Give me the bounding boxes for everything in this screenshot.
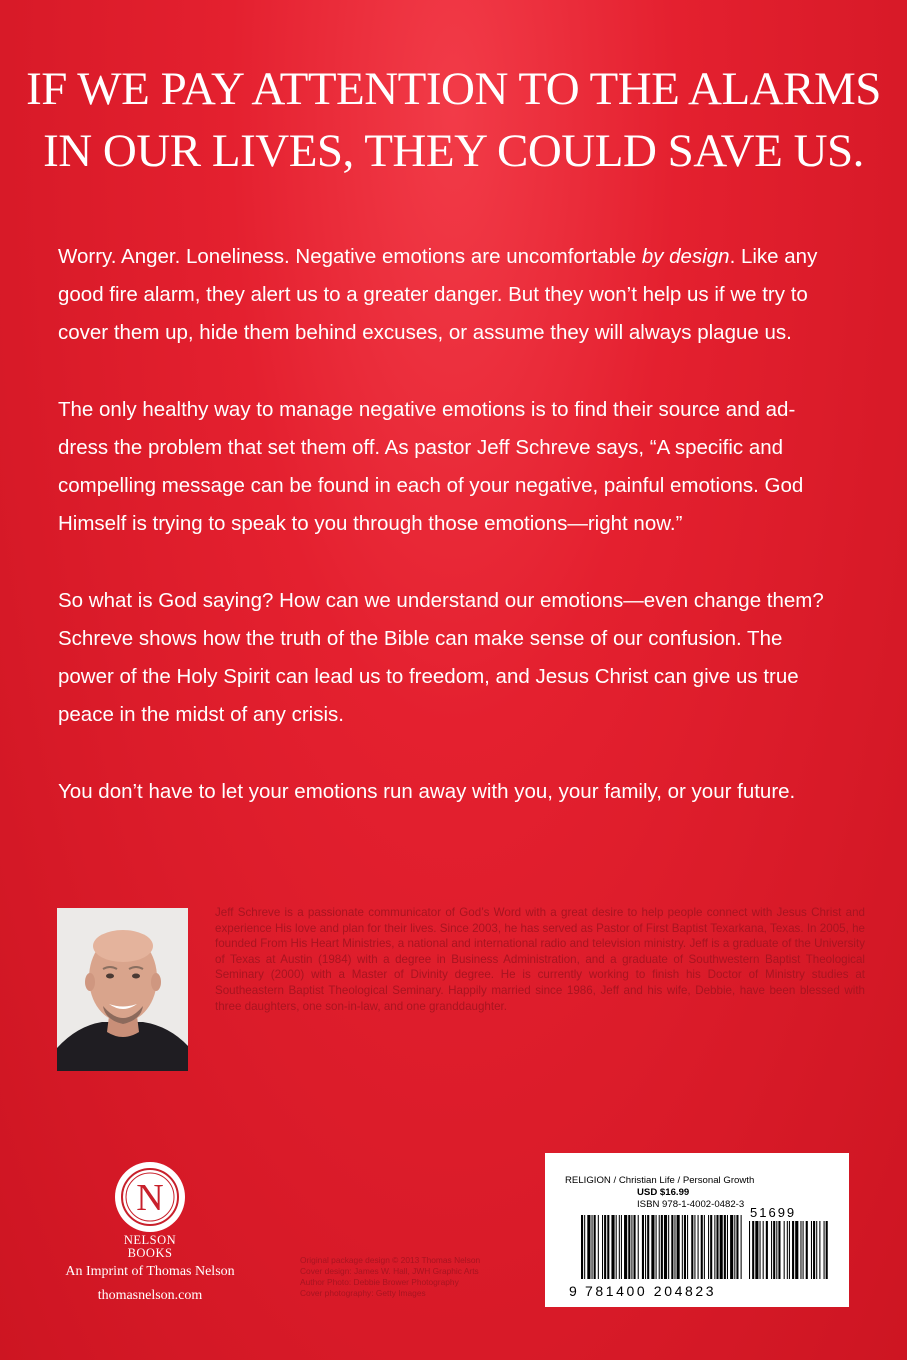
barcode-digits: 781400 204823 bbox=[585, 1283, 717, 1299]
paragraph-2 bbox=[58, 391, 858, 543]
headline bbox=[0, 58, 907, 182]
p2-line-3: compelling message can be found in each of your negative, painful emotions. God bbox=[58, 474, 804, 497]
logo-text-line-2: BOOKS bbox=[127, 1246, 173, 1260]
p3-line-2: Schreve shows how the truth of the Bible can make sense of our confusion. The bbox=[58, 627, 783, 650]
bisac-category: RELIGION / Christian Life / Personal Growth bbox=[565, 1175, 755, 1186]
paragraph-3 bbox=[58, 582, 858, 734]
publisher-website: thomasnelson.com bbox=[97, 1288, 203, 1303]
paragraph-4 bbox=[58, 773, 858, 811]
p4-line-1: You don’t have to let your emotions run away with you, your family, or your future. bbox=[58, 780, 796, 803]
barcode-guard-digit: 9 bbox=[569, 1283, 577, 1299]
p2-line-2: dress the problem that set them off. As pastor Jeff Schreve says, “A specific and bbox=[58, 436, 784, 459]
credit-line-2: Cover design: James W. Hall, JWH Graphic Arts bbox=[300, 1266, 479, 1276]
credits bbox=[300, 1255, 520, 1299]
p3-line-3: power of the Holy Spirit can lead us to freedom, and Jesus Christ can give us true bbox=[58, 665, 799, 688]
author-portrait-icon bbox=[57, 908, 188, 1071]
p1-line-2: good fire alarm, they alert us to a greater danger. But they won’t help us if we try to bbox=[58, 283, 808, 306]
publisher-logo bbox=[80, 1158, 220, 1267]
p2-line-1: The only healthy way to manage negative emotions is to find their source and ad- bbox=[58, 398, 796, 421]
logo-text-line-1: NELSON bbox=[123, 1233, 177, 1247]
isbn: ISBN 978-1-4002-0482-3 bbox=[637, 1199, 745, 1210]
p1-line-1a: Worry. Anger. Loneliness. Negative emotions are uncomfortable bbox=[58, 245, 642, 268]
p1-line-3: cover them up, hide them behind excuses, or assume they will always plague us. bbox=[58, 321, 792, 344]
headline-line-2: IN OUR LIVES, THEY COULD SAVE US. bbox=[43, 125, 864, 177]
author-bio: Jeff Schreve is a passionate communicator of God’s Word with a great desire to help people connect with Jesus Christ and experience His love and plan for their lives. Since 2003, he has served as Pastor of First Baptist Texarkana, Texas. In 2005, he founded From His Heart Ministries, a national and international radio and television ministry. Jeff is a graduate of the University of Texas at Austin (1984) with a degree in Business Administration, and a graduate of Southwestern Baptist Theological Seminary (2000) with a Master of Divinity degree. He is currently working to finish his Doctor of Ministry studies at Southeastern Baptist Theological Seminary. Happily married since 1986, Jeff and his wife, Debbie, have been blessed with three daughters, one son-in-law, and one granddaughter. bbox=[215, 906, 865, 1013]
credit-line-4: Cover photography: Getty Images bbox=[300, 1288, 426, 1298]
credit-line-3: Author Photo: Debbie Brower Photography bbox=[300, 1277, 459, 1287]
p3-line-4: peace in the midst of any crisis. bbox=[58, 703, 344, 726]
author-photo bbox=[57, 908, 188, 1071]
p3-line-1: So what is God saying? How can we understand our emotions—even change them? bbox=[58, 589, 824, 612]
imprint-name: An Imprint of Thomas Nelson bbox=[65, 1264, 235, 1279]
nelson-books-logo-icon bbox=[80, 1158, 220, 1262]
logo-letter: N bbox=[136, 1177, 164, 1219]
barcode-panel bbox=[545, 1153, 849, 1307]
headline-line-1: IF WE PAY ATTENTION TO THE ALARMS bbox=[26, 63, 881, 115]
paragraph-1 bbox=[58, 238, 858, 352]
description bbox=[58, 238, 858, 850]
credit-line-1: Original package design © 2013 Thomas Nelson bbox=[300, 1255, 481, 1265]
price-addon-digits: 51699 bbox=[750, 1205, 797, 1220]
p2-line-4: Himself is trying to speak to you through those emotions—right now.” bbox=[58, 512, 683, 535]
p1-line-1b: . Like any bbox=[729, 245, 818, 268]
price: USD $16.99 bbox=[637, 1187, 690, 1198]
p1-line-1-italic: by design bbox=[641, 245, 730, 268]
